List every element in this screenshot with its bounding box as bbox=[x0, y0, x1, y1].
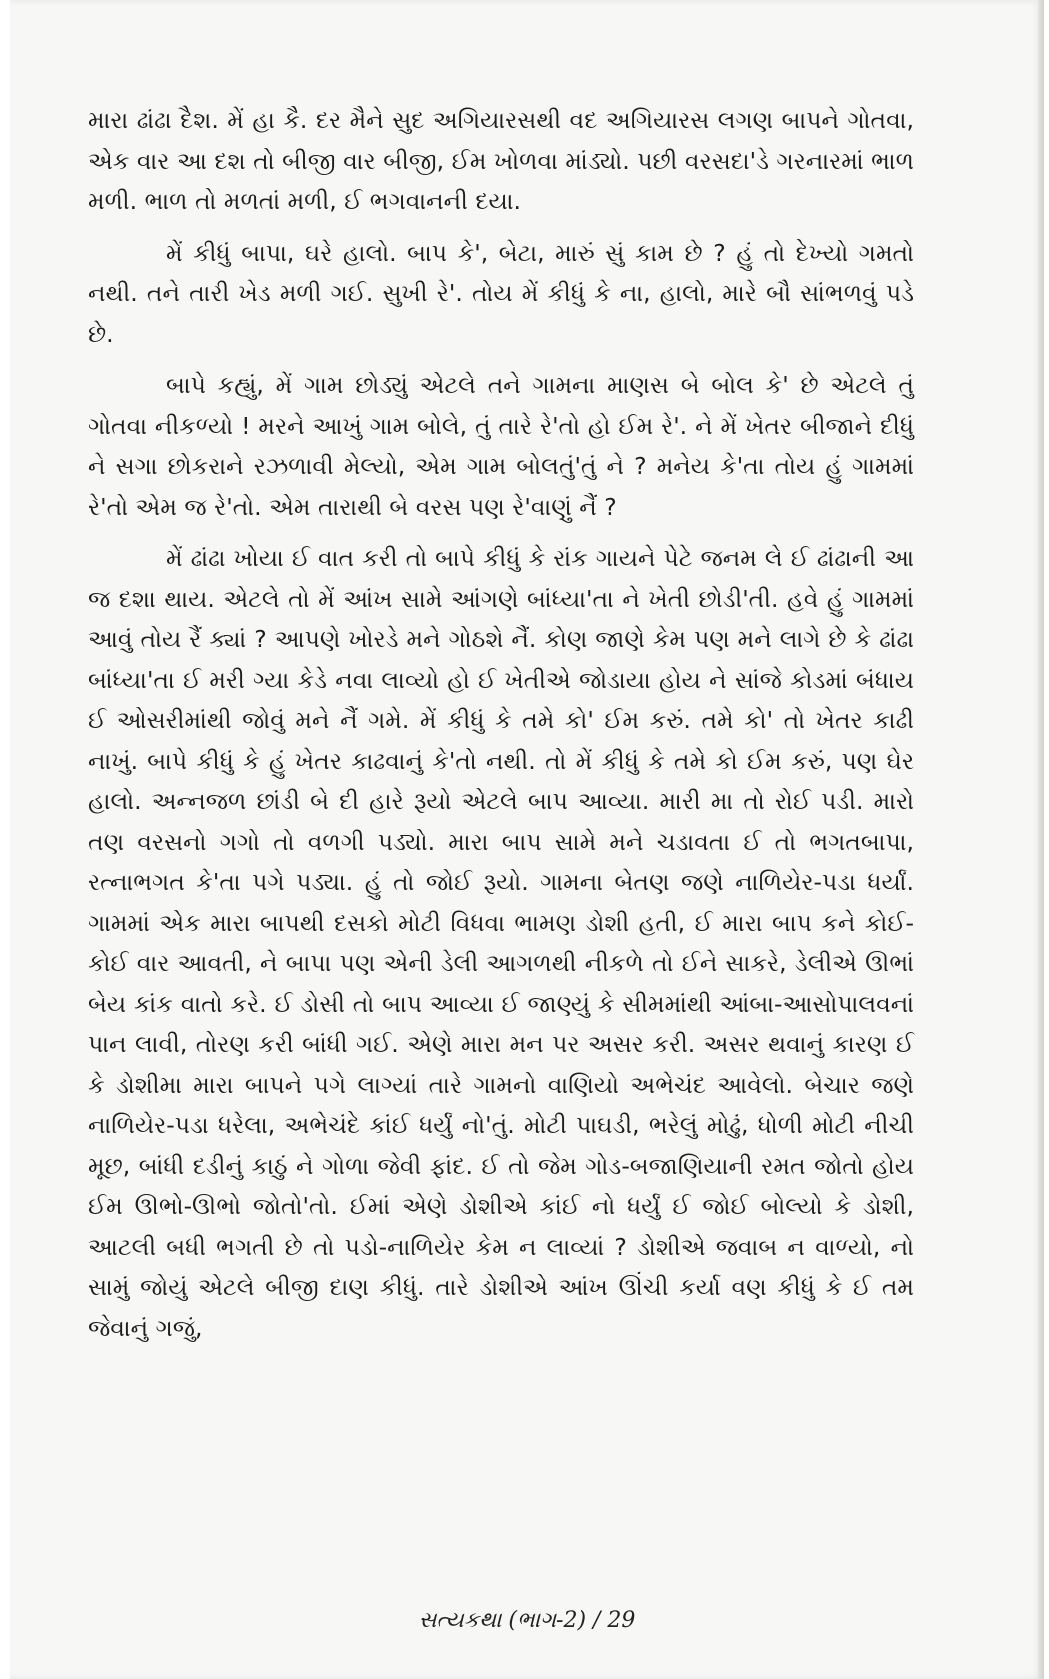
scanned-page bbox=[10, 0, 1044, 1679]
paragraph-1: મારા ઢાંઢા દૈશ. મેં હા કૈ. દર મૈને સુદ અગિયારસથી વદ અગિયારસ લગણ બાપને ગોતવા, એક વાર આ દશ તો બીજી વાર બીજી, ઈમ ખોળવા માંડ્યો. પછી વરસદા'ડે ગરનારમાં ભાળ મળી. ભાળ તો મળતાં મળી, ઈ ભગવાનની દયા. bbox=[88, 106, 914, 215]
paragraph-3: બાપે કહ્યું, મેં ગામ છોડ્યું એટલે તને ગામના માણસ બે બોલ કે' છે એટલે તું ગોતવા નીકળ્યો ! મરને આખું ગામ બોલે, તું તારે રે'તો હો ઈમ રે'. ને મેં ખેતર બીજાને દીધું ને સગા છોકરાને રઝળાવી મેલ્યો, એમ ગામ બોલતું'તું ને ? મનેય કે'તા તોય હું ગામમાં રે'તો એમ જ રે'તો. એમ તારાથી બે વરસ પણ રે'વાણું નૈં ? bbox=[88, 371, 914, 521]
paragraph-4: મેં ઢાંઢા ખોયા ઈ વાત કરી તો બાપે કીધું કે રાંક ગાયને પેટે જનમ લે ઈ ઢાંઢાની આ જ દશા થાય. એટલે તો મેં આંખ સામે આંગણે બાંધ્યા'તા ને ખેતી છોડી'તી. હવે હું ગામમાં આવું તોય રૈં ક્યાં ? આપણે ખોરડે મને ગોઠશે નૈં. કોણ જાણે કેમ પણ મને લાગે છે કે ઢાંઢા બાંધ્યા'તા ઈ મરી ગ્યા કેડે નવા લાવ્યો હો ઈ ખેતીએ જોડાયા હોય ને સાંજે કોડમાં બંધાય ઈ ઓસરીમાંથી જોવું મને નૈં ગમે. મેં કીધું કે તમે કો' ઈમ કરું. તમે કો' તો ખેતર કાઢી નાખું. બાપે કીધું કે હું ખેતર કાઢવાનું કે'તો નથી. તો મેં કીધું કે તમે કો ઈમ કરું, પણ ઘેર હાલો. અન્નજળ છાંડી બે દી હારે રૂયો એટલે બાપ આવ્યા. મારી મા તો રોઈ પડી. મારો તણ વરસનો ગગો તો વળગી પડ્યો. મારા બાપ સામે મને ચડાવતા ઈ તો ભગતબાપા, રત્નાભગત કે'તા પગે પડ્યા. હું તો જોઈ રૂયો. ગામના બેતણ જણે નાળિયેર-પડા ધર્યાં. ગામમાં એક મારા બાપથી દસકો મોટી વિધવા ભામણ ડોશી હતી, ઈ મારા બાપ કને કોઈ-કોઈ વાર આવતી, ને બાપા પણ એની ડેલી આગળથી નીકળે તો ઈને સાકરે, ડેલીએ ઊભાં બેય કાંક વાતો કરે. ઈ ડોસી તો બાપ આવ્યા ઈ જાણ્યું કે સીમમાંથી આંબા-આસોપાલવનાં પાન લાવી, તોરણ કરી બાંધી ગઈ. એણે મારા મન પર અસર કરી. અસર થવાનું કારણ ઈ કે ડોશીમા મારા બાપને પગે લાગ્યાં તારે ગામનો વાણિયો અભેચંદ આવેલો. બેચાર જણે નાળિયેર-પડા ધરેલા, અભેચંદે કાંઈ ધર્યું નો'તું. મોટી પાઘડી, ભરેલું મોઢું, ધોળી મોટી નીચી મૂછ, બાંધી દડીનું કાઠું ને ગોળા જેવી ફાંદ. ઈ તો જેમ ગોડ-બજાણિયાની રમત જોતો હોય ઈમ ઊભો-ઊભો જોતો'તો. ઈમાં એણે ડોશીએ કાંઈ નો ધર્યું ઈ જોઈ બોલ્યો કે ડોશી, આટલી બધી ભગતી છે તો પડો-નાળિયેર કેમ ન લાવ્યાં ? ડોશીએ જવાબ ન વાળ્યો, નો સામું જોયું એટલે બીજી દાણ કીધું. તારે ડોશીએ આંખ ઊંચી કર્યા વણ કીધું કે ઈ તમ જેવાનું ગજું, bbox=[88, 544, 914, 1342]
page-footer: સત્યકથા (ભાગ-2) / 29 bbox=[418, 1608, 636, 1633]
body-text bbox=[88, 100, 914, 1359]
paragraph-2: મેં કીધું બાપા, ઘરે હાલો. બાપ કે', બેટા, મારું સું કામ છે ? હું તો દેખ્યો ગમતો નથી. તને તારી ખેડ મળી ગઈ. સુખી રે'. તોય મેં કીધું કે ના, હાલો, મારે બૌ સાંભળવું પડે છે. bbox=[88, 238, 914, 348]
page-edge-shadow bbox=[1038, 0, 1044, 1679]
